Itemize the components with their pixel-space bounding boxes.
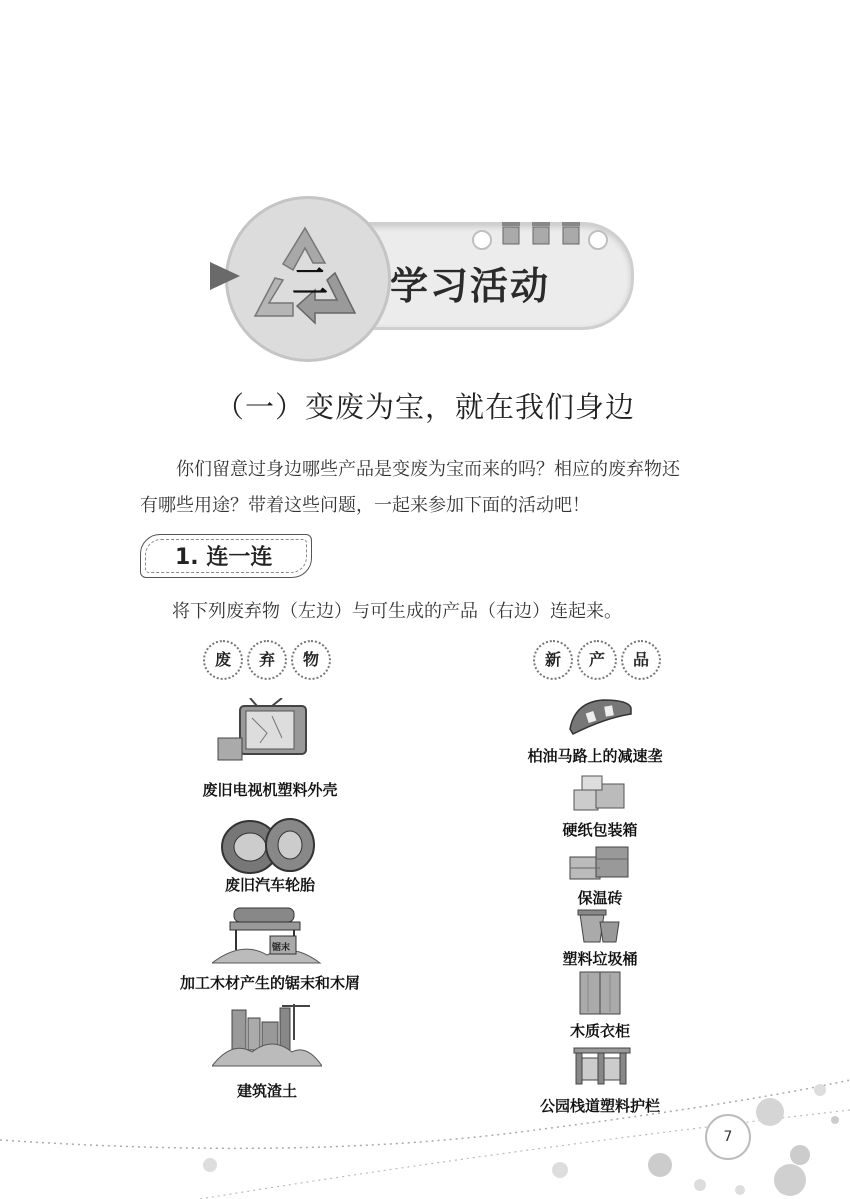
- wardrobe-icon: [574, 970, 628, 1016]
- sawdust-icon: [212, 900, 322, 965]
- trash-bin-icon: [560, 220, 582, 246]
- page-number: 7: [723, 1129, 733, 1145]
- sawdust-bag-label: 锯末: [272, 943, 291, 953]
- waste-item-label: 废旧电视机塑料外壳: [202, 781, 338, 799]
- banner-arrow-icon: [210, 262, 240, 290]
- product-item-label: 保温砖: [577, 889, 623, 907]
- bricks-icon: [566, 843, 632, 883]
- trash-bin-icon: [530, 220, 552, 246]
- trash-can-icon: [576, 904, 622, 944]
- waste-item-label: 废旧汽车轮胎: [224, 876, 315, 894]
- left-header-char: 弃: [247, 640, 287, 680]
- speed-bump-icon: [565, 694, 635, 736]
- waste-item-label: 加工木材产生的锯末和木屑: [179, 974, 360, 992]
- right-header-char: 产: [577, 640, 617, 680]
- banner-dot-icon: [588, 230, 608, 250]
- section-title: （一）变废为宝，就在我们身边: [214, 390, 635, 424]
- boxes-icon: [570, 772, 630, 814]
- right-header-char: 新: [533, 640, 573, 680]
- activity-instruction: 将下列废弃物（左边）与可生成的产品（右边）连起来。: [172, 601, 622, 622]
- intro-line-1: 你们留意过身边哪些产品是变废为宝而来的吗？相应的废弃物还: [176, 459, 680, 480]
- right-header-char: 品: [621, 640, 661, 680]
- banner-dot-icon: [472, 230, 492, 250]
- banner-title: 学习活动: [390, 264, 551, 308]
- product-item-label: 硬纸包装箱: [562, 821, 638, 839]
- activity-label: 1. 连一连: [175, 545, 273, 570]
- trash-bin-icon: [500, 220, 522, 246]
- product-item-label: 木质衣柜: [569, 1022, 630, 1040]
- product-item-label: 公园栈道塑料护栏: [539, 1097, 660, 1115]
- tv-icon: [212, 698, 312, 768]
- construction-debris-icon: [212, 1000, 322, 1068]
- product-item-label: 塑料垃圾桶: [562, 950, 638, 968]
- waste-item-label: 建筑渣土: [236, 1082, 297, 1100]
- product-item-label: 柏油马路上的减速垄: [527, 747, 663, 765]
- fence-icon: [572, 1044, 632, 1088]
- banner-number: 二: [292, 262, 329, 303]
- tires-icon: [218, 815, 318, 877]
- left-header-char: 物: [291, 640, 331, 680]
- intro-line-2: 有哪些用途？带着这些问题，一起来参加下面的活动吧！: [140, 495, 590, 516]
- left-header-char: 废: [203, 640, 243, 680]
